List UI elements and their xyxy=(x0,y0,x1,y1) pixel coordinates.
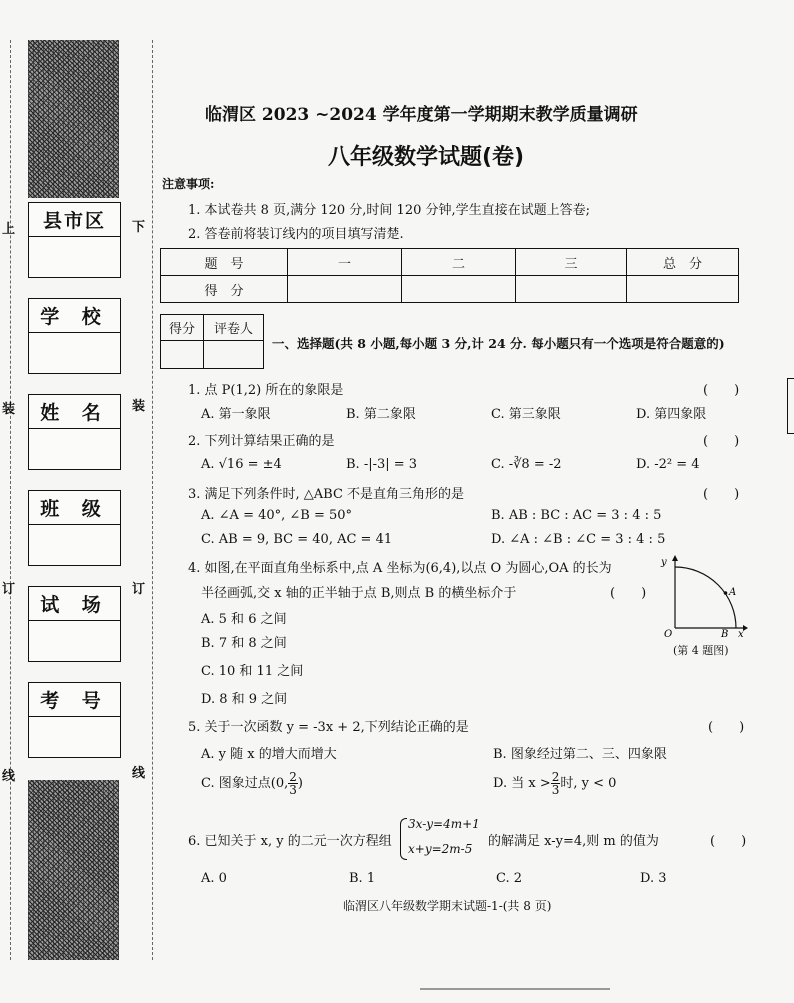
class-field[interactable] xyxy=(29,525,120,565)
mark-left-zhuang: 装 xyxy=(2,402,16,417)
notice-item-2: 2. 答卷前将装订线内的项目填写清楚. xyxy=(188,227,404,242)
name-field[interactable] xyxy=(29,429,120,469)
mark-left-ding: 订 xyxy=(2,582,16,597)
exam-title: 临渭区 2023 ~2024 学年度第一学期期末教学质量调研 xyxy=(205,105,638,125)
q2-option-d: D. -2² = 4 xyxy=(636,457,700,472)
q2-option-b: B. -|-3| = 3 xyxy=(346,457,418,472)
mark-left-xian: 线 xyxy=(2,769,16,784)
q5-c-fraction: $\frac{2}{3}$ xyxy=(289,770,297,797)
label-b: B xyxy=(721,629,729,638)
mark-left-shang: 上 xyxy=(2,222,16,237)
score-row-label: 得 分 xyxy=(161,276,288,303)
q5-option-c xyxy=(201,771,303,796)
q2-answer-paren[interactable]: ( ) xyxy=(703,434,740,449)
section-1-heading: 一、选择题(共 8 小题,每小题 3 分,计 24 分. 每小题只有一个选项是符合题意的) xyxy=(272,336,725,351)
q3-option-d: D. ∠A : ∠B : ∠C = 3 : 4 : 5 xyxy=(491,532,666,547)
name-label: 姓 名 xyxy=(29,395,120,429)
bottom-edge-mark xyxy=(420,988,610,990)
name-box xyxy=(28,394,121,470)
exam-number-box xyxy=(28,682,121,758)
exam-subtitle: 八年级数学试题(卷) xyxy=(328,145,525,170)
grader-name-cell[interactable] xyxy=(204,341,264,369)
score-table xyxy=(160,248,739,303)
notice-heading: 注意事项: xyxy=(162,177,215,191)
score-header-label: 题 号 xyxy=(161,249,288,276)
y-axis-arrow xyxy=(672,555,678,561)
q1-option-a: A. 第一象限 xyxy=(201,407,271,422)
q4-stem-line1: 4. 如图,在平面直角坐标系中,点 A 坐标为(6,4),以点 O 为圆心,OA 的长为 xyxy=(188,561,612,576)
q5-answer-paren[interactable]: ( ) xyxy=(708,720,745,735)
label-x: x xyxy=(738,629,744,638)
q6-option-d: D. 3 xyxy=(640,871,667,886)
arc-oa xyxy=(675,567,736,628)
q6-stem-suffix: 的解满足 x-y=4,则 m 的值为 xyxy=(488,834,659,849)
q3-stem: 3. 满足下列条件时, △ABC 不是直角三角形的是 xyxy=(188,487,465,502)
q5-c-suffix: ) xyxy=(297,776,303,791)
q5-d-suffix: 时, y < 0 xyxy=(560,776,617,791)
q6-stem-prefix: 6. 已知关于 x, y 的二元一次方程组 xyxy=(188,834,392,849)
grader-name-label: 评卷人 xyxy=(204,315,264,341)
q5-option-d xyxy=(493,771,616,796)
q5-c-prefix: C. 图象过点(0, xyxy=(201,776,289,791)
binding-pattern-bottom xyxy=(28,780,119,960)
mark-right-xian: 线 xyxy=(132,766,146,781)
score-header-total: 总 分 xyxy=(627,249,739,276)
q4-option-a: A. 5 和 6 之间 xyxy=(201,612,287,627)
exam-number-field[interactable] xyxy=(29,717,120,757)
q1-option-b: B. 第二象限 xyxy=(346,407,416,422)
binding-pattern-top xyxy=(28,40,119,198)
school-label: 学 校 xyxy=(29,299,120,333)
q5-d-fraction: $\frac{2}{3}$ xyxy=(551,770,560,797)
school-field[interactable] xyxy=(29,333,120,373)
q4-answer-paren[interactable]: ( ) xyxy=(610,586,647,601)
q6-option-a: A. 0 xyxy=(201,871,227,886)
grader-table xyxy=(160,314,264,369)
q2-option-a: A. √16 = ±4 xyxy=(201,457,282,472)
mark-right-zhuang: 装 xyxy=(132,399,146,414)
county-field[interactable] xyxy=(29,237,120,277)
exam-room-label: 试 场 xyxy=(29,587,120,621)
q5-option-a: A. y 随 x 的增大而增大 xyxy=(201,747,337,762)
score-cell-1[interactable] xyxy=(288,276,402,303)
binding-line-right xyxy=(152,40,153,960)
q1-option-c: C. 第三象限 xyxy=(491,407,561,422)
q1-option-d: D. 第四象限 xyxy=(636,407,707,422)
q6-equation-1: 3x-y=4m+1 xyxy=(408,817,480,831)
exam-room-box xyxy=(28,586,121,662)
q3-option-c: C. AB = 9, BC = 40, AC = 41 xyxy=(201,532,393,547)
score-header-1: 一 xyxy=(288,249,402,276)
grader-score-cell[interactable] xyxy=(161,341,204,369)
q2-stem: 2. 下列计算结果正确的是 xyxy=(188,434,335,449)
q2-option-c: C. -∛8 = -2 xyxy=(491,457,562,472)
q4-figure xyxy=(655,553,750,638)
score-cell-2[interactable] xyxy=(402,276,516,303)
mark-right-ding: 订 xyxy=(132,582,146,597)
q4-option-c: C. 10 和 11 之间 xyxy=(201,664,304,679)
label-o: O xyxy=(664,629,673,638)
q4-stem-line2: 半径画弧,交 x 轴的正半轴于点 B,则点 B 的横坐标介于 xyxy=(201,586,517,601)
grader-score-label: 得分 xyxy=(161,315,204,341)
q3-option-a: A. ∠A = 40°, ∠B = 50° xyxy=(201,508,353,523)
q6-option-b: B. 1 xyxy=(349,871,376,886)
label-a: A xyxy=(729,587,737,598)
q4-option-b: B. 7 和 8 之间 xyxy=(201,636,287,651)
point-a xyxy=(724,591,728,595)
q6-equation-2: x+y=2m-5 xyxy=(408,842,473,856)
score-header-2: 二 xyxy=(402,249,516,276)
q1-stem: 1. 点 P(1,2) 所在的象限是 xyxy=(188,383,344,398)
exam-room-field[interactable] xyxy=(29,621,120,661)
q6-brace xyxy=(400,818,407,860)
q5-d-prefix: D. 当 x > xyxy=(493,776,551,791)
score-cell-total[interactable] xyxy=(627,276,739,303)
x-axis-arrow xyxy=(743,625,748,631)
score-header-3: 三 xyxy=(516,249,627,276)
q4-figure-caption: (第 4 题图) xyxy=(673,644,729,657)
q5-option-b: B. 图象经过第二、三、四象限 xyxy=(493,747,667,762)
county-box xyxy=(28,202,121,278)
label-y: y xyxy=(661,557,667,568)
q1-answer-paren[interactable]: ( ) xyxy=(703,383,740,398)
binding-line-left xyxy=(10,40,11,960)
county-label: 县市区 xyxy=(29,203,120,237)
q4-option-d: D. 8 和 9 之间 xyxy=(201,692,288,707)
q6-answer-paren[interactable]: ( ) xyxy=(710,834,747,849)
q5-stem: 5. 关于一次函数 y = -3x + 2,下列结论正确的是 xyxy=(188,720,469,735)
edge-bracket xyxy=(787,378,794,434)
q6-option-c: C. 2 xyxy=(496,871,523,886)
class-label: 班 级 xyxy=(29,491,120,525)
class-box xyxy=(28,490,121,566)
page-footer: 临渭区八年级数学期末试题-1-(共 8 页) xyxy=(343,899,552,913)
q3-option-b: B. AB : BC : AC = 3 : 4 : 5 xyxy=(491,508,662,523)
mark-right-xia: 下 xyxy=(132,220,146,235)
notice-item-1: 1. 本试卷共 8 页,满分 120 分,时间 120 分钟,学生直接在试题上答卷; xyxy=(188,203,591,218)
q3-answer-paren[interactable]: ( ) xyxy=(703,487,740,502)
exam-number-label: 考 号 xyxy=(29,683,120,717)
school-box xyxy=(28,298,121,374)
score-cell-3[interactable] xyxy=(516,276,627,303)
